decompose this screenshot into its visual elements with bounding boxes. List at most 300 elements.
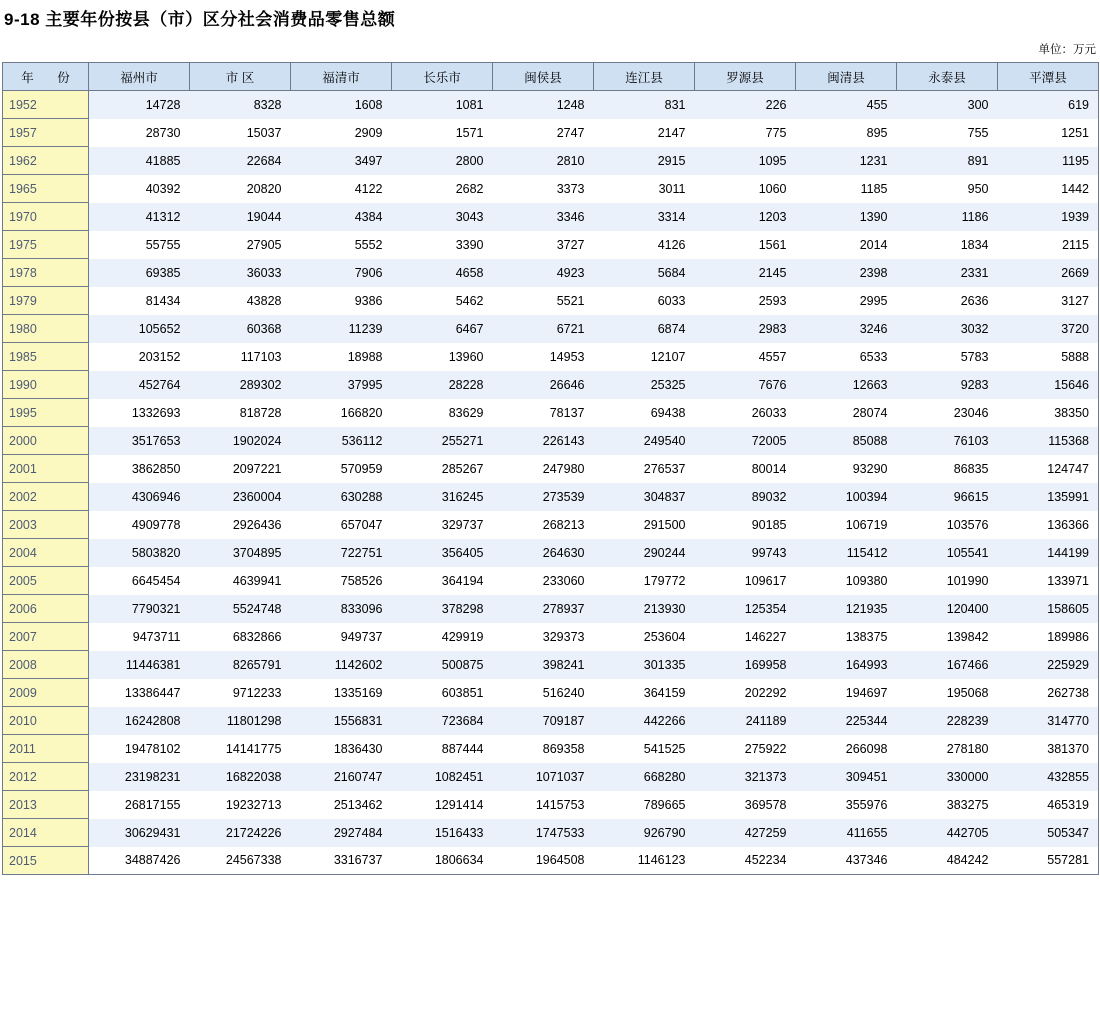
cell-value: 202292 (695, 679, 796, 707)
cell-value: 38350 (998, 399, 1099, 427)
cell-value: 1836430 (291, 735, 392, 763)
cell-year: 2002 (3, 483, 89, 511)
cell-value: 3314 (594, 203, 695, 231)
cell-value: 291500 (594, 511, 695, 539)
cell-value: 290244 (594, 539, 695, 567)
cell-value: 16242808 (89, 707, 190, 735)
cell-value: 253604 (594, 623, 695, 651)
cell-value: 117103 (190, 343, 291, 371)
cell-value: 1442 (998, 175, 1099, 203)
cell-value: 41885 (89, 147, 190, 175)
cell-value: 831 (594, 91, 695, 119)
cell-value: 722751 (291, 539, 392, 567)
cell-value: 9712233 (190, 679, 291, 707)
cell-value: 2995 (796, 287, 897, 315)
cell-value: 2115 (998, 231, 1099, 259)
cell-value: 2926436 (190, 511, 291, 539)
column-header-yongtai: 永泰县 (897, 63, 998, 91)
cell-value: 16822038 (190, 763, 291, 791)
cell-value: 314770 (998, 707, 1099, 735)
cell-value: 213930 (594, 595, 695, 623)
cell-value: 15037 (190, 119, 291, 147)
table-row (3, 175, 1099, 203)
cell-value: 189986 (998, 623, 1099, 651)
cell-value: 194697 (796, 679, 897, 707)
cell-value: 1142602 (291, 651, 392, 679)
cell-value: 437346 (796, 847, 897, 875)
cell-value: 225929 (998, 651, 1099, 679)
table-row (3, 399, 1099, 427)
cell-value: 22684 (190, 147, 291, 175)
cell-value: 60368 (190, 315, 291, 343)
cell-value: 105652 (89, 315, 190, 343)
table-row (3, 231, 1099, 259)
cell-value: 2593 (695, 287, 796, 315)
cell-value: 136366 (998, 511, 1099, 539)
cell-value: 1248 (493, 91, 594, 119)
cell-value: 891 (897, 147, 998, 175)
cell-year: 2003 (3, 511, 89, 539)
cell-value: 723684 (392, 707, 493, 735)
cell-value: 195068 (897, 679, 998, 707)
cell-value: 4126 (594, 231, 695, 259)
cell-value: 364159 (594, 679, 695, 707)
cell-value: 1185 (796, 175, 897, 203)
cell-value: 1146123 (594, 847, 695, 875)
cell-value: 869358 (493, 735, 594, 763)
cell-value: 1561 (695, 231, 796, 259)
cell-value: 2513462 (291, 791, 392, 819)
table-row (3, 455, 1099, 483)
cell-value: 452234 (695, 847, 796, 875)
cell-value: 887444 (392, 735, 493, 763)
cell-value: 14141775 (190, 735, 291, 763)
cell-value: 273539 (493, 483, 594, 511)
cell-value: 949737 (291, 623, 392, 651)
cell-value: 106719 (796, 511, 897, 539)
cell-value: 23046 (897, 399, 998, 427)
cell-value: 6033 (594, 287, 695, 315)
cell-year: 2005 (3, 567, 89, 595)
cell-value: 2800 (392, 147, 493, 175)
cell-value: 668280 (594, 763, 695, 791)
cell-value: 27905 (190, 231, 291, 259)
cell-value: 21724226 (190, 819, 291, 847)
column-header-changle: 长乐市 (392, 63, 493, 91)
cell-value: 381370 (998, 735, 1099, 763)
cell-value: 950 (897, 175, 998, 203)
cell-value: 105541 (897, 539, 998, 567)
cell-value: 1060 (695, 175, 796, 203)
cell-value: 25325 (594, 371, 695, 399)
cell-value: 758526 (291, 567, 392, 595)
cell-value: 76103 (897, 427, 998, 455)
cell-value: 12663 (796, 371, 897, 399)
table-row (3, 315, 1099, 343)
cell-value: 278180 (897, 735, 998, 763)
cell-value: 1964508 (493, 847, 594, 875)
cell-value: 5552 (291, 231, 392, 259)
cell-value: 276537 (594, 455, 695, 483)
cell-value: 3043 (392, 203, 493, 231)
column-header-minqing: 闽清县 (796, 63, 897, 91)
cell-value: 3720 (998, 315, 1099, 343)
cell-value: 1390 (796, 203, 897, 231)
cell-value: 179772 (594, 567, 695, 595)
cell-value: 69385 (89, 259, 190, 287)
header-row (3, 63, 1099, 91)
cell-value: 603851 (392, 679, 493, 707)
cell-value: 285267 (392, 455, 493, 483)
cell-value: 833096 (291, 595, 392, 623)
cell-value: 11239 (291, 315, 392, 343)
cell-value: 30629431 (89, 819, 190, 847)
cell-value: 4923 (493, 259, 594, 287)
cell-value: 1203 (695, 203, 796, 231)
cell-value: 3862850 (89, 455, 190, 483)
column-header-year: 年 份 (3, 63, 89, 91)
cell-value: 427259 (695, 819, 796, 847)
cell-year: 2006 (3, 595, 89, 623)
cell-year: 1978 (3, 259, 89, 287)
unit-note: 单位：万元 (1038, 44, 1096, 56)
cell-value: 2909 (291, 119, 392, 147)
cell-value: 164993 (796, 651, 897, 679)
cell-value: 12107 (594, 343, 695, 371)
cell-value: 264630 (493, 539, 594, 567)
cell-value: 4639941 (190, 567, 291, 595)
cell-value: 4384 (291, 203, 392, 231)
cell-year: 2009 (3, 679, 89, 707)
cell-value: 3497 (291, 147, 392, 175)
cell-value: 247980 (493, 455, 594, 483)
table-row (3, 91, 1099, 119)
cell-value: 500875 (392, 651, 493, 679)
cell-value: 442266 (594, 707, 695, 735)
table-row (3, 791, 1099, 819)
cell-value: 144199 (998, 539, 1099, 567)
cell-value: 1939 (998, 203, 1099, 231)
cell-value: 226 (695, 91, 796, 119)
cell-year: 1979 (3, 287, 89, 315)
cell-value: 2983 (695, 315, 796, 343)
table-row (3, 539, 1099, 567)
cell-year: 2000 (3, 427, 89, 455)
cell-value: 818728 (190, 399, 291, 427)
cell-value: 5684 (594, 259, 695, 287)
cell-value: 505347 (998, 819, 1099, 847)
cell-value: 241189 (695, 707, 796, 735)
cell-value: 103576 (897, 511, 998, 539)
cell-value: 657047 (291, 511, 392, 539)
cell-value: 369578 (695, 791, 796, 819)
cell-value: 455 (796, 91, 897, 119)
cell-value: 28730 (89, 119, 190, 147)
cell-value: 4122 (291, 175, 392, 203)
cell-value: 86835 (897, 455, 998, 483)
cell-value: 80014 (695, 455, 796, 483)
cell-value: 442705 (897, 819, 998, 847)
column-header-lianjiang: 连江县 (594, 63, 695, 91)
cell-value: 364194 (392, 567, 493, 595)
cell-value: 2915 (594, 147, 695, 175)
cell-value: 432855 (998, 763, 1099, 791)
cell-value: 166820 (291, 399, 392, 427)
cell-year: 1952 (3, 91, 89, 119)
cell-value: 1608 (291, 91, 392, 119)
cell-value: 301335 (594, 651, 695, 679)
cell-value: 536112 (291, 427, 392, 455)
cell-value: 228239 (897, 707, 998, 735)
table-row (3, 147, 1099, 175)
table-row (3, 595, 1099, 623)
cell-year: 1962 (3, 147, 89, 175)
cell-value: 20820 (190, 175, 291, 203)
table-row (3, 679, 1099, 707)
cell-value: 1415753 (493, 791, 594, 819)
cell-value: 709187 (493, 707, 594, 735)
cell-value: 1332693 (89, 399, 190, 427)
cell-value: 169958 (695, 651, 796, 679)
cell-value: 40392 (89, 175, 190, 203)
cell-value: 9386 (291, 287, 392, 315)
cell-value: 2147 (594, 119, 695, 147)
cell-value: 1291414 (392, 791, 493, 819)
cell-value: 570959 (291, 455, 392, 483)
cell-value: 7790321 (89, 595, 190, 623)
cell-value: 133971 (998, 567, 1099, 595)
table-row (3, 511, 1099, 539)
cell-value: 278937 (493, 595, 594, 623)
cell-value: 85088 (796, 427, 897, 455)
cell-value: 630288 (291, 483, 392, 511)
cell-year: 2001 (3, 455, 89, 483)
cell-value: 2097221 (190, 455, 291, 483)
cell-value: 115412 (796, 539, 897, 567)
cell-value: 23198231 (89, 763, 190, 791)
table-container (0, 62, 1100, 875)
cell-value: 3373 (493, 175, 594, 203)
cell-value: 378298 (392, 595, 493, 623)
page-title: 9-18 主要年份按县（市）区分社会消费品零售总额 (4, 10, 396, 29)
cell-value: 1806634 (392, 847, 493, 875)
cell-value: 1081 (392, 91, 493, 119)
cell-value: 557281 (998, 847, 1099, 875)
cell-value: 99743 (695, 539, 796, 567)
table-header (3, 63, 1099, 91)
cell-value: 14953 (493, 343, 594, 371)
cell-value: 775 (695, 119, 796, 147)
column-header-minhou: 闽侯县 (493, 63, 594, 91)
table-row (3, 259, 1099, 287)
cell-value: 355976 (796, 791, 897, 819)
cell-value: 5888 (998, 343, 1099, 371)
cell-value: 452764 (89, 371, 190, 399)
cell-value: 4557 (695, 343, 796, 371)
column-header-luoyuan: 罗源县 (695, 63, 796, 91)
cell-value: 411655 (796, 819, 897, 847)
cell-value: 26817155 (89, 791, 190, 819)
cell-year: 1970 (3, 203, 89, 231)
cell-value: 158605 (998, 595, 1099, 623)
cell-value: 19232713 (190, 791, 291, 819)
cell-value: 5462 (392, 287, 493, 315)
cell-year: 1975 (3, 231, 89, 259)
cell-value: 484242 (897, 847, 998, 875)
cell-value: 3127 (998, 287, 1099, 315)
cell-value: 926790 (594, 819, 695, 847)
cell-value: 15646 (998, 371, 1099, 399)
cell-year: 1965 (3, 175, 89, 203)
cell-value: 1195 (998, 147, 1099, 175)
table-row (3, 707, 1099, 735)
column-header-urban-district: 市 区 (190, 63, 291, 91)
cell-value: 34887426 (89, 847, 190, 875)
cell-value: 6467 (392, 315, 493, 343)
cell-year: 2011 (3, 735, 89, 763)
cell-value: 226143 (493, 427, 594, 455)
cell-value: 28228 (392, 371, 493, 399)
cell-year: 2014 (3, 819, 89, 847)
cell-value: 4306946 (89, 483, 190, 511)
cell-value: 121935 (796, 595, 897, 623)
cell-value: 3246 (796, 315, 897, 343)
cell-value: 1747533 (493, 819, 594, 847)
cell-value: 26646 (493, 371, 594, 399)
cell-value: 1231 (796, 147, 897, 175)
table-row (3, 483, 1099, 511)
cell-value: 255271 (392, 427, 493, 455)
cell-value: 43828 (190, 287, 291, 315)
cell-value: 329737 (392, 511, 493, 539)
cell-year: 2013 (3, 791, 89, 819)
cell-year: 2008 (3, 651, 89, 679)
cell-value: 7676 (695, 371, 796, 399)
cell-value: 7906 (291, 259, 392, 287)
cell-value: 755 (897, 119, 998, 147)
cell-value: 1251 (998, 119, 1099, 147)
table-row (3, 203, 1099, 231)
cell-value: 3704895 (190, 539, 291, 567)
cell-value: 1834 (897, 231, 998, 259)
cell-value: 225344 (796, 707, 897, 735)
cell-value: 11801298 (190, 707, 291, 735)
column-header-pingtan: 平潭县 (998, 63, 1099, 91)
cell-value: 3517653 (89, 427, 190, 455)
cell-year: 2015 (3, 847, 89, 875)
cell-value: 78137 (493, 399, 594, 427)
cell-value: 789665 (594, 791, 695, 819)
table-row (3, 287, 1099, 315)
cell-value: 429919 (392, 623, 493, 651)
cell-value: 167466 (897, 651, 998, 679)
table-row (3, 819, 1099, 847)
cell-value: 120400 (897, 595, 998, 623)
cell-value: 6533 (796, 343, 897, 371)
table-row (3, 371, 1099, 399)
cell-value: 4909778 (89, 511, 190, 539)
cell-value: 41312 (89, 203, 190, 231)
cell-value: 398241 (493, 651, 594, 679)
cell-value: 26033 (695, 399, 796, 427)
cell-value: 138375 (796, 623, 897, 651)
column-header-fuqing: 福清市 (291, 63, 392, 91)
cell-value: 268213 (493, 511, 594, 539)
cell-value: 36033 (190, 259, 291, 287)
cell-value: 300 (897, 91, 998, 119)
cell-value: 8265791 (190, 651, 291, 679)
cell-year: 1995 (3, 399, 89, 427)
cell-year: 1980 (3, 315, 89, 343)
cell-year: 2007 (3, 623, 89, 651)
cell-value: 465319 (998, 791, 1099, 819)
cell-value: 516240 (493, 679, 594, 707)
table-row (3, 847, 1099, 875)
cell-value: 1556831 (291, 707, 392, 735)
cell-value: 13960 (392, 343, 493, 371)
cell-value: 3346 (493, 203, 594, 231)
cell-year: 1957 (3, 119, 89, 147)
cell-value: 6874 (594, 315, 695, 343)
cell-value: 90185 (695, 511, 796, 539)
cell-value: 249540 (594, 427, 695, 455)
cell-value: 5524748 (190, 595, 291, 623)
cell-year: 1990 (3, 371, 89, 399)
cell-value: 89032 (695, 483, 796, 511)
cell-value: 3727 (493, 231, 594, 259)
cell-value: 2927484 (291, 819, 392, 847)
cell-value: 69438 (594, 399, 695, 427)
cell-value: 289302 (190, 371, 291, 399)
cell-value: 83629 (392, 399, 493, 427)
cell-value: 28074 (796, 399, 897, 427)
cell-value: 19478102 (89, 735, 190, 763)
cell-value: 2810 (493, 147, 594, 175)
cell-value: 55755 (89, 231, 190, 259)
cell-value: 135991 (998, 483, 1099, 511)
cell-value: 1902024 (190, 427, 291, 455)
cell-value: 619 (998, 91, 1099, 119)
cell-value: 1571 (392, 119, 493, 147)
table-row (3, 763, 1099, 791)
cell-value: 329373 (493, 623, 594, 651)
cell-value: 895 (796, 119, 897, 147)
cell-value: 9473711 (89, 623, 190, 651)
cell-value: 81434 (89, 287, 190, 315)
cell-value: 1516433 (392, 819, 493, 847)
cell-year: 2010 (3, 707, 89, 735)
cell-value: 330000 (897, 763, 998, 791)
cell-value: 72005 (695, 427, 796, 455)
table-row (3, 735, 1099, 763)
cell-value: 109380 (796, 567, 897, 595)
cell-value: 309451 (796, 763, 897, 791)
cell-value: 2747 (493, 119, 594, 147)
table-row (3, 119, 1099, 147)
cell-value: 266098 (796, 735, 897, 763)
cell-value: 6645454 (89, 567, 190, 595)
cell-value: 2331 (897, 259, 998, 287)
cell-value: 3316737 (291, 847, 392, 875)
cell-value: 115368 (998, 427, 1099, 455)
cell-value: 19044 (190, 203, 291, 231)
cell-year: 2004 (3, 539, 89, 567)
cell-value: 5521 (493, 287, 594, 315)
cell-value: 2682 (392, 175, 493, 203)
cell-year: 1985 (3, 343, 89, 371)
cell-value: 2636 (897, 287, 998, 315)
cell-value: 203152 (89, 343, 190, 371)
